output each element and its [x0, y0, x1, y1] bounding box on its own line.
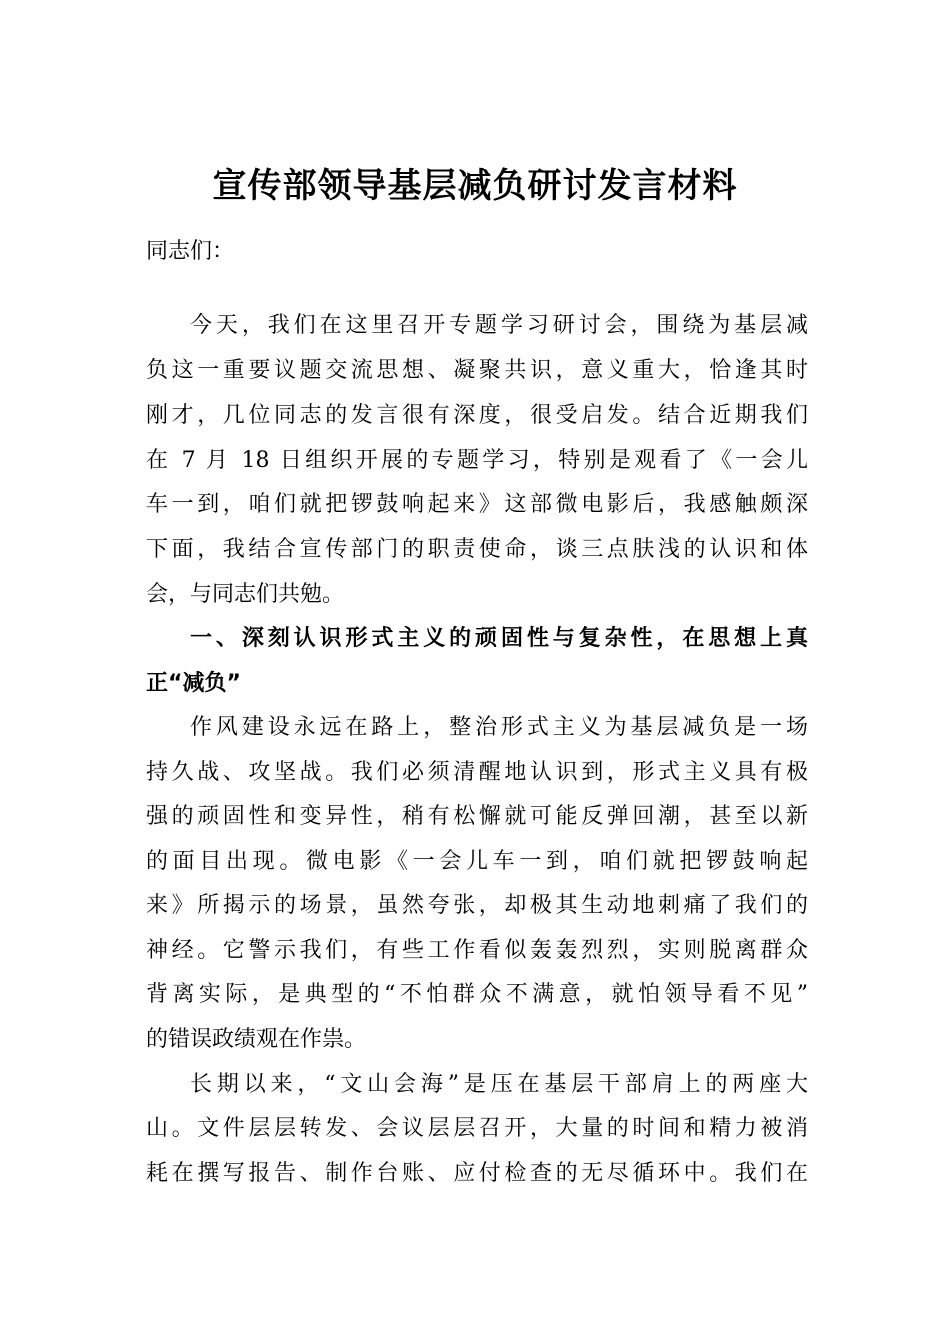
paragraph-2-line-1: 作风建设永远在路上，整治形式主义为基层减负是一场	[190, 715, 808, 740]
paragraph-1-line-6: 下面，我结合宣传部门的职责使命，谈三点肤浅的认识和体	[146, 537, 808, 562]
paragraph-3-line-1: 长期以来，“文山会海”是压在基层干部肩上的两座大	[190, 1072, 808, 1097]
paragraph-1-line-2: 负这一重要议题交流思想、凝聚共识，意义重大，恰逢其时	[146, 358, 808, 383]
paragraph-2-line-6: 神经。它警示我们，有些工作看似轰轰烈烈，实则脱离群众	[146, 938, 808, 963]
salutation: 同志们：	[146, 239, 235, 264]
paragraph-1-line-1: 今天，我们在这里召开专题学习研讨会，围绕为基层减	[190, 313, 808, 338]
paragraph-1-line-4: 在 7 月 18 日组织开展的专题学习，特别是观看了《一会儿	[146, 448, 808, 473]
paragraph-2-line-7: 背离实际，是典型的“不怕群众不满意，就怕领导看不见”	[146, 982, 808, 1007]
section-heading-1-line-1: 一、深刻认识形式主义的顽固性与复杂性，在思想上真	[190, 626, 808, 651]
paragraph-1-line-3: 刚才，几位同志的发言很有深度，很受启发。结合近期我们	[146, 403, 808, 428]
paragraph-2-line-8: 的错误政绩观在作祟。	[146, 1027, 367, 1052]
paragraph-2-line-3: 强的顽固性和变异性，稍有松懈就可能反弹回潮，甚至以新	[146, 804, 808, 829]
paragraph-2-line-5: 来》所揭示的场景，虽然夸张，却极其生动地刺痛了我们的	[146, 893, 808, 918]
paragraph-1-line-5: 车一到，咱们就把锣鼓响起来》这部微电影后，我感触颇深	[146, 492, 808, 517]
paragraph-2-line-2: 持久战、攻坚战。我们必须清醒地认识到，形式主义具有极	[146, 760, 808, 785]
paragraph-1-line-7: 会，与同志们共勉。	[146, 582, 345, 607]
page-title: 宣传部领导基层减负研讨发言材料	[212, 166, 738, 206]
paragraph-3-line-2: 山。文件层层转发、会议层层召开，大量的时间和精力被消	[146, 1116, 808, 1141]
paragraph-2-line-4: 的面目出现。微电影《一会儿车一到，咱们就把锣鼓响起	[146, 849, 808, 874]
paragraph-3-line-3: 耗在撰写报告、制作台账、应付检查的无尽循环中。我们在	[146, 1161, 808, 1186]
section-heading-1-line-2: 正“减负”	[146, 671, 241, 696]
